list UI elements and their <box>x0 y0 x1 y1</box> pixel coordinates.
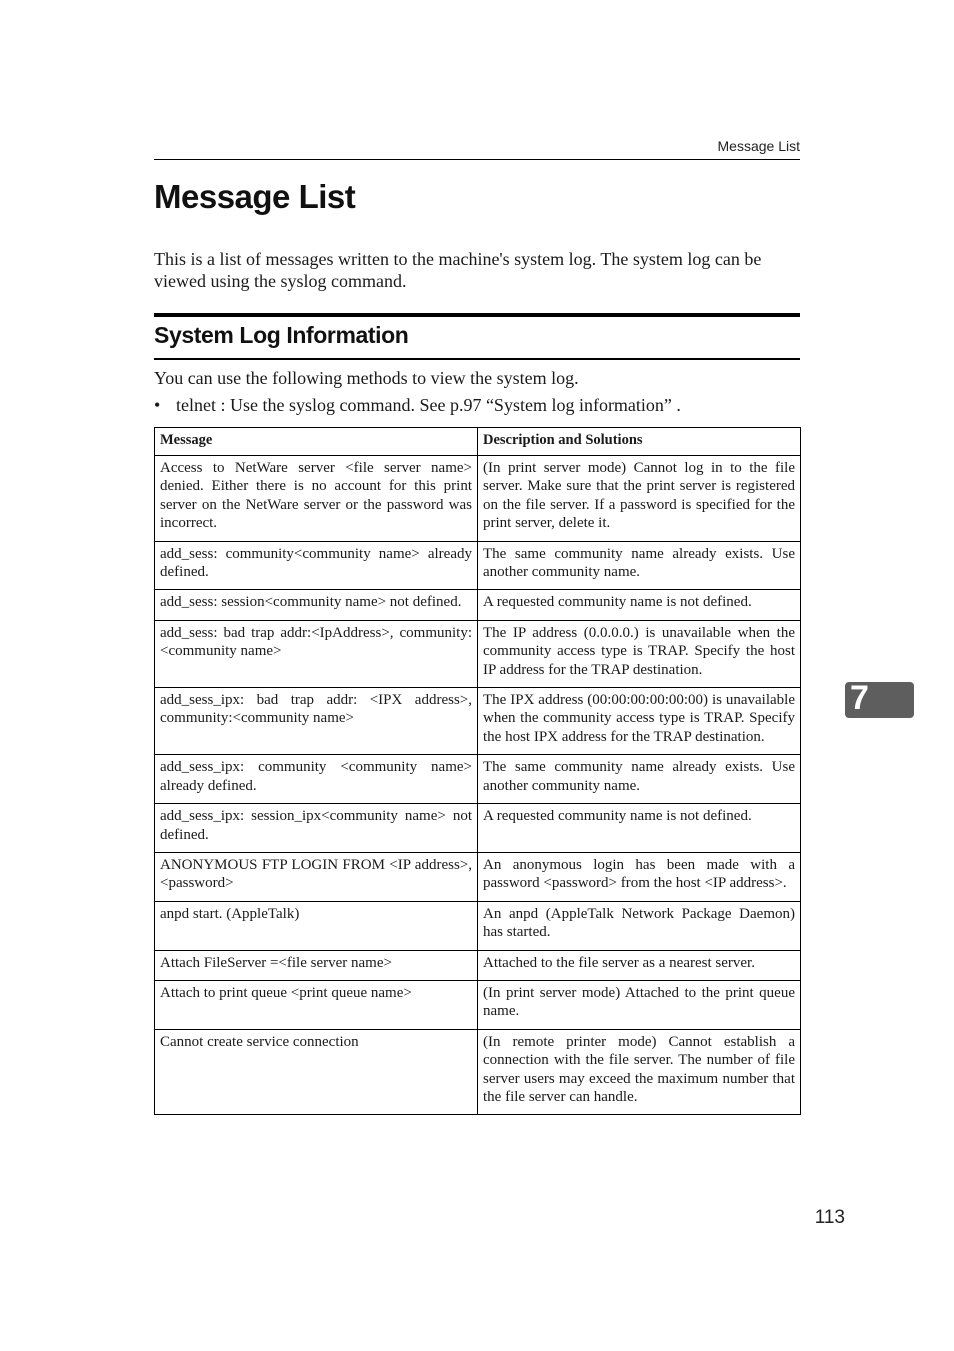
description-cell: (In remote printer mode) Cannot establish a connection with the file server. The number of file server users may exceed the maximum number that the file server can handle. <box>478 1029 801 1115</box>
table-row <box>155 852 801 901</box>
table-row <box>155 456 801 542</box>
message-cell: Attach to print queue <print queue name> <box>155 980 478 1029</box>
table-header-row <box>155 428 801 456</box>
page-title: Message List <box>154 178 356 215</box>
message-cell: add_sess_ipx: bad trap addr: <IPX address>, community:<community name> <box>155 688 478 755</box>
description-cell: The IPX address (00:00:00:00:00:00) is unavailable when the community access type is TRAP. Specify the host IPX address for the TRAP destination. <box>478 688 801 755</box>
description-cell: An anonymous login has been made with a password <password> from the host <IP address>. <box>478 852 801 901</box>
section-rule-bottom <box>154 358 800 360</box>
running-head: Message List <box>717 138 800 154</box>
table-row <box>155 590 801 620</box>
table-row <box>155 620 801 687</box>
section-rule-top <box>154 313 800 317</box>
description-cell: (In print server mode) Cannot log in to the file server. Make sure that the print server is registered on the file server. If a password is specified for the print server, delete it. <box>478 456 801 542</box>
page-number: 113 <box>814 1207 845 1228</box>
description-cell: (In print server mode) Attached to the print queue name. <box>478 980 801 1029</box>
section-title: System Log Information <box>154 322 409 348</box>
column-header-description: Description and Solutions <box>478 428 801 456</box>
message-cell: Cannot create service connection <box>155 1029 478 1115</box>
table-row <box>155 541 801 590</box>
message-cell: Attach FileServer =<file server name> <box>155 950 478 980</box>
bullet-item <box>154 395 681 416</box>
table-row <box>155 688 801 755</box>
message-cell: anpd start. (AppleTalk) <box>155 901 478 950</box>
intro-paragraph: This is a list of messages written to the machine's system log. The system log can be viewed using the syslog command. <box>154 249 762 291</box>
description-cell: The same community name already exists. Use another community name. <box>478 541 801 590</box>
table-row <box>155 755 801 804</box>
description-cell: Attached to the file server as a nearest server. <box>478 950 801 980</box>
message-cell: add_sess: bad trap addr:<IpAddress>, community:<community name> <box>155 620 478 687</box>
message-cell: Access to NetWare server <file server name> denied. Either there is no account for this print server on the NetWare server or the password was incorrect. <box>155 456 478 542</box>
message-cell: add_sess: session<community name> not defined. <box>155 590 478 620</box>
message-cell: add_sess_ipx: community <community name> already defined. <box>155 755 478 804</box>
header-rule <box>154 159 800 160</box>
table-row <box>155 1029 801 1115</box>
description-cell: A requested community name is not defined. <box>478 804 801 853</box>
description-cell: A requested community name is not defined. <box>478 590 801 620</box>
description-cell: The same community name already exists. Use another community name. <box>478 755 801 804</box>
description-cell: An anpd (AppleTalk Network Package Daemon) has started. <box>478 901 801 950</box>
description-cell: The IP address (0.0.0.0.) is unavailable when the community access type is TRAP. Specify the host IP address for the TRAP destination. <box>478 620 801 687</box>
bullet-symbol: • <box>154 395 161 415</box>
column-header-message: Message <box>155 428 478 456</box>
message-cell: add_sess: community<community name> already defined. <box>155 541 478 590</box>
message-table <box>154 427 801 1115</box>
chapter-number: 7 <box>850 679 869 717</box>
message-cell: ANONYMOUS FTP LOGIN FROM <IP address>, <password> <box>155 852 478 901</box>
table-row <box>155 950 801 980</box>
message-cell: add_sess_ipx: session_ipx<community name> not defined. <box>155 804 478 853</box>
bullet-text: telnet : Use the syslog command. See p.97 “System log information” . <box>176 395 681 415</box>
chapter-tab <box>845 679 914 718</box>
section-text: You can use the following methods to view the system log. <box>154 368 579 388</box>
table-row <box>155 980 801 1029</box>
table-row <box>155 804 801 853</box>
table-row <box>155 901 801 950</box>
